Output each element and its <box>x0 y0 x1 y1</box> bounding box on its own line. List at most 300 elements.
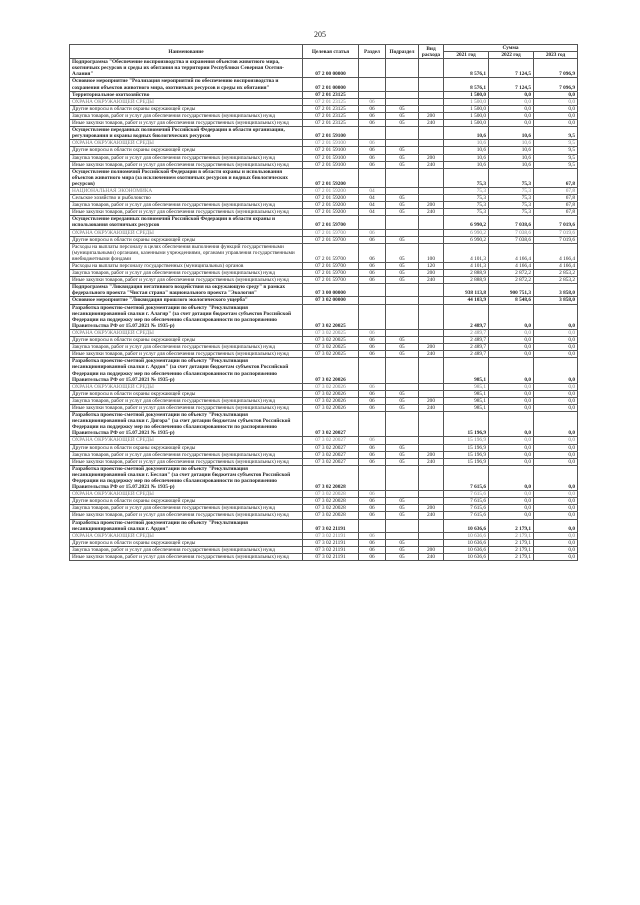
cell-name: Расходы на выплаты персоналу государственных (муниципальных) органов <box>70 263 303 270</box>
table-row <box>70 329 578 336</box>
table-row <box>70 390 578 397</box>
cell-expense-type <box>419 98 444 105</box>
cell-2021: 75,3 <box>444 187 489 194</box>
cell-section: 06 <box>359 263 386 270</box>
cell-name: НАЦИОНАЛЬНАЯ ЭКОНОМИКА <box>70 187 303 194</box>
cell-subsection: 05 <box>386 243 419 262</box>
cell-2021: 1 500,0 <box>444 112 489 119</box>
cell-subsection <box>386 358 419 383</box>
cell-subsection <box>386 329 419 336</box>
header-year-2022: 2022 год <box>489 52 534 59</box>
cell-target: 07 3 02 21191 <box>303 546 359 553</box>
cell-2021: 7 615,6 <box>444 498 489 505</box>
cell-2023: 0,0 <box>534 519 578 532</box>
cell-2021: 7 615,6 <box>444 465 489 490</box>
cell-target: 07 2 01 59200 <box>303 168 359 187</box>
cell-subsection: 05 <box>386 112 419 119</box>
table-row <box>70 358 578 383</box>
header-sum: Сумма <box>444 45 578 52</box>
cell-name: Подпрограмма "Ликвидация негативного воздействия на окружающую среду" в рамках федерального проекта "Чистая страна" национального проекта "Экология" <box>70 284 303 297</box>
cell-expense-type <box>419 78 444 91</box>
cell-subsection <box>386 78 419 91</box>
cell-section <box>359 304 386 329</box>
cell-expense-type <box>419 147 444 154</box>
cell-target: 07 3 00 00000 <box>303 284 359 297</box>
header-year-2023: 2023 год <box>534 52 578 59</box>
cell-2021: 985,1 <box>444 390 489 397</box>
cell-name: Разработка проектно-сметной документации по объекту "Рекультивация несанкционированной свалки г. Ардон" (за счет дотации бюджетам субъектов Российской Федерации на поддержку мер по обеспечению сбалансированности по распоряжению Правительства РФ от 15.07.2021 № 1935-р) <box>70 358 303 383</box>
cell-expense-type: 240 <box>419 120 444 127</box>
cell-subsection: 05 <box>386 105 419 112</box>
table-row <box>70 112 578 119</box>
table-row <box>70 147 578 154</box>
cell-2022: 2 179,1 <box>489 546 534 553</box>
cell-2023: 67,8 <box>534 209 578 216</box>
cell-subsection <box>386 437 419 444</box>
cell-2023: 0,0 <box>534 412 578 437</box>
cell-2023: 4 166,4 <box>534 263 578 270</box>
table-row <box>70 168 578 187</box>
cell-target: 07 2 01 59700 <box>303 216 359 229</box>
cell-section: 06 <box>359 112 386 119</box>
cell-section: 06 <box>359 498 386 505</box>
cell-name: Закупка товаров, работ и услуг для обеспечения государственных (муниципальных) нужд <box>70 546 303 553</box>
cell-name: Закупка товаров, работ и услуг для обеспечения государственных (муниципальных) нужд <box>70 202 303 209</box>
cell-name: Другие вопросы в области охраны окружающей среды <box>70 498 303 505</box>
table-row <box>70 546 578 553</box>
cell-2022: 75,3 <box>489 168 534 187</box>
cell-subsection: 05 <box>386 337 419 344</box>
cell-section: 04 <box>359 209 386 216</box>
table-row <box>70 216 578 229</box>
cell-target: 07 2 01 23125 <box>303 120 359 127</box>
cell-section: 06 <box>359 243 386 262</box>
cell-target: 07 3 02 20026 <box>303 383 359 390</box>
table-row <box>70 451 578 458</box>
cell-name: Иные закупки товаров, работ и услуг для обеспечения государственных (муниципальных) нужд <box>70 512 303 519</box>
table-row <box>70 140 578 147</box>
cell-section: 04 <box>359 187 386 194</box>
cell-name: Другие вопросы в области охраны окружающей среды <box>70 444 303 451</box>
table-row <box>70 187 578 194</box>
cell-2021: 6 990,2 <box>444 236 489 243</box>
cell-expense-type <box>419 519 444 532</box>
cell-2023: 0,0 <box>534 344 578 351</box>
cell-2021: 7 615,6 <box>444 505 489 512</box>
cell-target: 07 2 01 59100 <box>303 140 359 147</box>
cell-section: 06 <box>359 505 386 512</box>
cell-section <box>359 284 386 297</box>
table-row <box>70 161 578 168</box>
cell-2022: 0,0 <box>489 337 534 344</box>
cell-2022: 0,0 <box>489 112 534 119</box>
cell-expense-type: 240 <box>419 161 444 168</box>
cell-2021: 2 489,7 <box>444 329 489 336</box>
cell-subsection: 05 <box>386 554 419 561</box>
cell-expense-type: 200 <box>419 154 444 161</box>
table-row <box>70 512 578 519</box>
cell-2023: 67,8 <box>534 195 578 202</box>
cell-2022: 4 166,4 <box>489 263 534 270</box>
cell-2021: 10,6 <box>444 147 489 154</box>
cell-2022: 2 872,2 <box>489 270 534 277</box>
cell-expense-type <box>419 297 444 304</box>
cell-2021: 6 990,2 <box>444 216 489 229</box>
cell-2022: 0,0 <box>489 451 534 458</box>
cell-expense-type <box>419 539 444 546</box>
cell-subsection <box>386 216 419 229</box>
cell-target: 07 2 01 59100 <box>303 154 359 161</box>
cell-name: Иные закупки товаров, работ и услуг для обеспечения государственных (муниципальных) нужд <box>70 554 303 561</box>
cell-section <box>359 91 386 98</box>
cell-name: Другие вопросы в области охраны окружающей среды <box>70 147 303 154</box>
cell-subsection: 05 <box>386 444 419 451</box>
table-row <box>70 498 578 505</box>
cell-section: 06 <box>359 491 386 498</box>
cell-2021: 10 636,6 <box>444 519 489 532</box>
cell-2022: 10,6 <box>489 154 534 161</box>
cell-section: 06 <box>359 437 386 444</box>
cell-name: ОХРАНА ОКРУЖАЮЩЕЙ СРЕДЫ <box>70 229 303 236</box>
cell-target: 07 2 01 59700 <box>303 236 359 243</box>
cell-name: Разработка проектно-сметной документации по объекту "Рекультивация несанкционированной свалки г. Дигора" (за счет дотации бюджетам субъектов Российской Федерации на поддержку мер по обеспечению сбалансированности по распоряжению Правительства РФ от 15.07.2021 № 1935-р) <box>70 412 303 437</box>
cell-expense-type <box>419 337 444 344</box>
cell-section: 04 <box>359 202 386 209</box>
header-expense-type: Вид расхода <box>419 45 444 59</box>
cell-target: 07 3 02 20026 <box>303 397 359 404</box>
header-subsection: Подраздел <box>386 45 419 59</box>
cell-2023: 7 096,9 <box>534 59 578 78</box>
cell-name: Закупка товаров, работ и услуг для обеспечения государственных (муниципальных) нужд <box>70 397 303 404</box>
cell-name: Основное мероприятие "Реализация мероприятий по обеспечению воспроизводства и сохранения объектов животного мира, охотничьих ресурсов и среды их обитания" <box>70 78 303 91</box>
cell-2021: 7 615,6 <box>444 512 489 519</box>
cell-expense-type: 240 <box>419 404 444 411</box>
cell-section: 06 <box>359 337 386 344</box>
cell-expense-type <box>419 465 444 490</box>
cell-2023: 0,0 <box>534 437 578 444</box>
cell-subsection: 05 <box>386 263 419 270</box>
cell-section: 06 <box>359 161 386 168</box>
cell-target: 07 3 02 20026 <box>303 358 359 383</box>
header-year-2021: 2021 год <box>444 52 489 59</box>
cell-section <box>359 59 386 78</box>
cell-target: 07 2 01 59100 <box>303 161 359 168</box>
cell-2022: 2 872,2 <box>489 277 534 284</box>
cell-name: Иные закупки товаров, работ и услуг для обеспечения государственных (муниципальных) нужд <box>70 458 303 465</box>
cell-section: 06 <box>359 546 386 553</box>
cell-name: Закупка товаров, работ и услуг для обеспечения государственных (муниципальных) нужд <box>70 112 303 119</box>
cell-2023: 0,0 <box>534 105 578 112</box>
cell-section <box>359 465 386 490</box>
table-row <box>70 59 578 78</box>
cell-section: 06 <box>359 458 386 465</box>
cell-target: 07 2 01 23125 <box>303 98 359 105</box>
cell-expense-type: 200 <box>419 344 444 351</box>
cell-section: 06 <box>359 277 386 284</box>
cell-section: 06 <box>359 554 386 561</box>
cell-2023: 9,5 <box>534 140 578 147</box>
cell-expense-type <box>419 168 444 187</box>
cell-name: Закупка товаров, работ и услуг для обеспечения государственных (муниципальных) нужд <box>70 154 303 161</box>
cell-expense-type <box>419 358 444 383</box>
cell-2023: 0,0 <box>534 539 578 546</box>
cell-2023: 9,5 <box>534 147 578 154</box>
cell-subsection: 05 <box>386 539 419 546</box>
cell-2021: 10,6 <box>444 161 489 168</box>
cell-target: 07 2 01 59200 <box>303 209 359 216</box>
cell-name: Разработка проектно-сметной документации по объекту "Рекультивация несанкционированной свалки г. Ардон" <box>70 519 303 532</box>
table-row <box>70 397 578 404</box>
cell-section <box>359 412 386 437</box>
cell-name: Иные закупки товаров, работ и услуг для обеспечения государственных (муниципальных) нужд <box>70 277 303 284</box>
table-row <box>70 284 578 297</box>
cell-expense-type: 240 <box>419 554 444 561</box>
cell-2023: 0,0 <box>534 465 578 490</box>
cell-2022: 7 124,5 <box>489 59 534 78</box>
cell-2022: 0,0 <box>489 98 534 105</box>
cell-2023: 0,0 <box>534 358 578 383</box>
cell-target: 07 3 02 20026 <box>303 404 359 411</box>
cell-expense-type: 200 <box>419 451 444 458</box>
cell-2022: 7 038,6 <box>489 216 534 229</box>
table-row <box>70 277 578 284</box>
cell-2021: 985,1 <box>444 383 489 390</box>
cell-subsection <box>386 187 419 194</box>
cell-target: 07 2 01 23125 <box>303 91 359 98</box>
cell-expense-type <box>419 91 444 98</box>
table-row <box>70 105 578 112</box>
cell-2023: 0,0 <box>534 351 578 358</box>
cell-2023: 9,5 <box>534 127 578 140</box>
cell-2022: 0,0 <box>489 105 534 112</box>
cell-2022: 0,0 <box>489 351 534 358</box>
table-row <box>70 243 578 262</box>
cell-target: 07 3 02 20028 <box>303 505 359 512</box>
cell-name: Закупка товаров, работ и услуг для обеспечения государственных (муниципальных) нужд <box>70 344 303 351</box>
cell-target: 07 2 01 59700 <box>303 263 359 270</box>
table-row <box>70 539 578 546</box>
cell-subsection <box>386 519 419 532</box>
table-row <box>70 465 578 490</box>
cell-expense-type <box>419 437 444 444</box>
cell-2022: 0,0 <box>489 505 534 512</box>
cell-target: 07 2 01 59200 <box>303 202 359 209</box>
cell-target: 07 2 01 00000 <box>303 78 359 91</box>
cell-name: Другие вопросы в области охраны окружающей среды <box>70 236 303 243</box>
cell-name: Другие вопросы в области охраны окружающей среды <box>70 390 303 397</box>
cell-section <box>359 297 386 304</box>
cell-2022: 0,0 <box>489 304 534 329</box>
cell-name: Закупка товаров, работ и услуг для обеспечения государственных (муниципальных) нужд <box>70 451 303 458</box>
cell-target: 07 3 02 21191 <box>303 554 359 561</box>
cell-2022: 0,0 <box>489 512 534 519</box>
cell-2022: 0,0 <box>489 329 534 336</box>
cell-section: 06 <box>359 120 386 127</box>
cell-2023: 0,0 <box>534 444 578 451</box>
cell-2021: 6 990,2 <box>444 229 489 236</box>
cell-2023: 2 853,2 <box>534 270 578 277</box>
cell-expense-type <box>419 59 444 78</box>
cell-expense-type: 240 <box>419 209 444 216</box>
table-row <box>70 304 578 329</box>
table-row <box>70 458 578 465</box>
cell-name: Иные закупки товаров, работ и услуг для обеспечения государственных (муниципальных) нужд <box>70 404 303 411</box>
cell-2023: 67,8 <box>534 187 578 194</box>
table-row <box>70 505 578 512</box>
cell-2023: 0,0 <box>534 451 578 458</box>
cell-2023: 0,0 <box>534 390 578 397</box>
cell-subsection <box>386 465 419 490</box>
cell-name: ОХРАНА ОКРУЖАЮЩЕЙ СРЕДЫ <box>70 98 303 105</box>
cell-2021: 985,1 <box>444 404 489 411</box>
cell-expense-type <box>419 304 444 329</box>
cell-target: 07 2 01 59200 <box>303 187 359 194</box>
cell-subsection: 05 <box>386 397 419 404</box>
table-row <box>70 195 578 202</box>
cell-section: 06 <box>359 444 386 451</box>
cell-section: 06 <box>359 532 386 539</box>
cell-2022: 0,0 <box>489 458 534 465</box>
cell-expense-type: 200 <box>419 505 444 512</box>
cell-name: Территориальное охотхозяйство <box>70 91 303 98</box>
cell-name: Иные закупки товаров, работ и услуг для обеспечения государственных (муниципальных) нужд <box>70 161 303 168</box>
budget-table <box>69 44 578 561</box>
cell-subsection <box>386 412 419 437</box>
cell-2022: 0,0 <box>489 397 534 404</box>
cell-section <box>359 127 386 140</box>
table-row <box>70 120 578 127</box>
cell-2023: 7 096,9 <box>534 78 578 91</box>
table-row <box>70 412 578 437</box>
cell-subsection: 05 <box>386 202 419 209</box>
table-row <box>70 444 578 451</box>
cell-section: 06 <box>359 105 386 112</box>
cell-subsection: 05 <box>386 546 419 553</box>
cell-expense-type <box>419 498 444 505</box>
cell-target: 07 2 01 23125 <box>303 105 359 112</box>
cell-2022: 0,0 <box>489 404 534 411</box>
table-row <box>70 91 578 98</box>
table-row <box>70 337 578 344</box>
cell-section <box>359 358 386 383</box>
cell-2021: 4 101,3 <box>444 263 489 270</box>
cell-target: 07 3 02 00000 <box>303 297 359 304</box>
cell-2023: 0,0 <box>534 512 578 519</box>
cell-2022: 0,0 <box>489 437 534 444</box>
cell-subsection: 05 <box>386 209 419 216</box>
cell-2022: 0,0 <box>489 465 534 490</box>
cell-2022: 0,0 <box>489 120 534 127</box>
table-row <box>70 127 578 140</box>
cell-name: Расходы на выплаты персоналу в целях обеспечения выполнения функций государственными (муниципальными) органами, казенными учреждениями, органами управления государственными внебюджетными фондами <box>70 243 303 262</box>
cell-section: 06 <box>359 539 386 546</box>
cell-name: Основное мероприятие "Ликвидация прошлого экологического ущерба" <box>70 297 303 304</box>
cell-2021: 2 489,7 <box>444 337 489 344</box>
cell-expense-type: 200 <box>419 270 444 277</box>
cell-expense-type <box>419 216 444 229</box>
cell-2021: 985,1 <box>444 358 489 383</box>
cell-expense-type <box>419 444 444 451</box>
table-row <box>70 263 578 270</box>
cell-2023: 0,0 <box>534 546 578 553</box>
cell-name: ОХРАНА ОКРУЖАЮЩЕЙ СРЕДЫ <box>70 329 303 336</box>
cell-2022: 10,6 <box>489 147 534 154</box>
cell-target: 07 2 01 23125 <box>303 112 359 119</box>
cell-2021: 985,1 <box>444 397 489 404</box>
cell-subsection <box>386 91 419 98</box>
cell-name: Сельское хозяйство и рыболовство <box>70 195 303 202</box>
cell-subsection: 05 <box>386 120 419 127</box>
cell-name: Другие вопросы в области охраны окружающей среды <box>70 105 303 112</box>
cell-name: Подпрограмма "Обеспечение воспроизводства и охранения объектов животного мира, охотничьих ресурсов и среды их обитания на территории Республики Северная Осетия-Алания" <box>70 59 303 78</box>
cell-target: 07 3 02 21191 <box>303 519 359 532</box>
cell-2023: 0,0 <box>534 404 578 411</box>
cell-expense-type <box>419 127 444 140</box>
cell-2022: 7 038,6 <box>489 229 534 236</box>
cell-target: 07 3 02 20025 <box>303 329 359 336</box>
cell-target: 07 3 02 21191 <box>303 532 359 539</box>
cell-2023: 0,0 <box>534 505 578 512</box>
cell-target: 07 2 01 59700 <box>303 243 359 262</box>
cell-target: 07 3 02 20025 <box>303 337 359 344</box>
cell-subsection: 05 <box>386 498 419 505</box>
cell-section: 04 <box>359 195 386 202</box>
header-name: Наименование <box>70 45 303 59</box>
cell-2021: 44 103,9 <box>444 297 489 304</box>
cell-subsection <box>386 98 419 105</box>
cell-target: 07 2 01 59700 <box>303 229 359 236</box>
cell-2023: 7 019,6 <box>534 229 578 236</box>
cell-2021: 4 101,3 <box>444 243 489 262</box>
cell-2021: 1 500,0 <box>444 98 489 105</box>
cell-2021: 8 576,1 <box>444 78 489 91</box>
cell-subsection <box>386 284 419 297</box>
cell-expense-type: 240 <box>419 512 444 519</box>
cell-2022: 0,0 <box>489 412 534 437</box>
cell-2022: 7 124,5 <box>489 78 534 91</box>
cell-expense-type: 240 <box>419 351 444 358</box>
cell-2021: 10 636,6 <box>444 532 489 539</box>
cell-section: 06 <box>359 270 386 277</box>
cell-section: 06 <box>359 383 386 390</box>
cell-subsection <box>386 491 419 498</box>
cell-expense-type <box>419 229 444 236</box>
cell-target: 07 2 00 00000 <box>303 59 359 78</box>
cell-subsection: 05 <box>386 161 419 168</box>
cell-2023: 7 019,6 <box>534 216 578 229</box>
cell-2023: 0,0 <box>534 112 578 119</box>
cell-subsection: 05 <box>386 147 419 154</box>
cell-2022: 2 179,1 <box>489 539 534 546</box>
cell-name: Другие вопросы в области охраны окружающей среды <box>70 337 303 344</box>
table-row <box>70 554 578 561</box>
cell-expense-type <box>419 532 444 539</box>
cell-subsection: 05 <box>386 451 419 458</box>
cell-2021: 10,6 <box>444 140 489 147</box>
cell-target: 07 2 01 59700 <box>303 270 359 277</box>
cell-2021: 10 636,6 <box>444 546 489 553</box>
cell-section: 06 <box>359 229 386 236</box>
cell-subsection <box>386 297 419 304</box>
cell-2022: 0,0 <box>489 498 534 505</box>
table-row <box>70 491 578 498</box>
table-row <box>70 344 578 351</box>
cell-target: 07 3 02 20025 <box>303 304 359 329</box>
cell-2021: 2 489,7 <box>444 351 489 358</box>
cell-name: ОХРАНА ОКРУЖАЮЩЕЙ СРЕДЫ <box>70 437 303 444</box>
cell-expense-type: 200 <box>419 202 444 209</box>
table-row <box>70 270 578 277</box>
